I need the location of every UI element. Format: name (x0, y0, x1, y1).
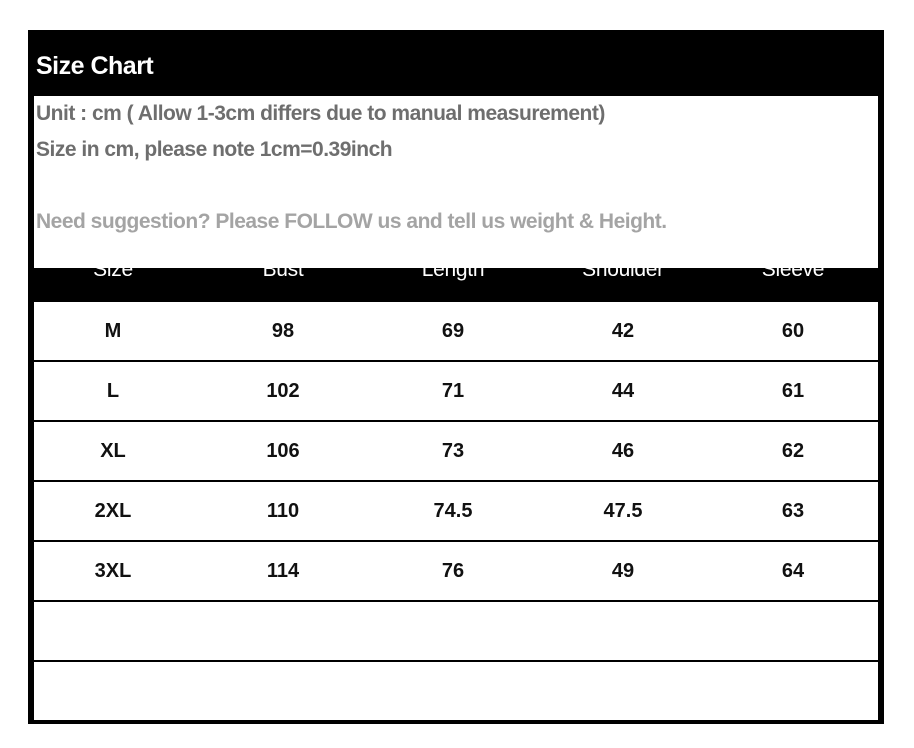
cell-size: L (106, 380, 120, 402)
table-row (34, 482, 878, 540)
cell-length: 73 (441, 440, 465, 462)
cell-size: M (104, 320, 122, 342)
cell-size: 3XL (94, 560, 132, 582)
cell-shoulder: 46 (611, 440, 635, 462)
header-sleeve: Sleeve (761, 258, 825, 281)
cell-sleeve: 62 (781, 440, 805, 462)
cell-sleeve: 61 (781, 380, 805, 402)
conversion-note: Size in cm, please note 1cm=0.39inch (36, 138, 393, 161)
cell-bust: 102 (266, 380, 300, 402)
header-shoulder: Shoulder (582, 258, 664, 281)
cell-length: 76 (441, 560, 465, 582)
cell-bust: 106 (266, 440, 300, 462)
size-chart-frame (28, 30, 884, 724)
table-header-row (28, 238, 884, 302)
cell-sleeve: 63 (781, 500, 805, 522)
cell-length: 74.5 (433, 500, 473, 522)
title-bar (28, 30, 884, 96)
suggestion-note: Need suggestion? Please FOLLOW us and tell us weight & Height. (36, 210, 667, 233)
cell-bust: 110 (266, 500, 300, 522)
cell-bust: 114 (266, 560, 300, 582)
cell-shoulder: 47.5 (603, 500, 643, 522)
header-bust: Bust (262, 258, 304, 281)
cell-shoulder: 44 (611, 380, 635, 402)
cell-shoulder: 42 (611, 320, 635, 342)
cell-sleeve: 64 (781, 560, 805, 582)
cell-size: XL (100, 440, 126, 462)
table-row (34, 422, 878, 480)
cell-sleeve: 60 (781, 320, 805, 342)
table-row (34, 362, 878, 420)
header-size: Size (93, 258, 133, 281)
table-row (34, 542, 878, 600)
table-row-empty (34, 602, 878, 660)
cell-length: 69 (441, 320, 465, 342)
cell-shoulder: 49 (611, 560, 635, 582)
table-row-empty (34, 662, 878, 720)
cell-length: 71 (441, 380, 465, 402)
table-row (34, 302, 878, 360)
cell-size: 2XL (94, 500, 132, 522)
unit-note: Unit : cm ( Allow 1-3cm differs due to manual measurement) (36, 102, 605, 125)
cell-bust: 98 (271, 320, 295, 342)
header-length: Length (421, 258, 485, 281)
size-chart-title: Size Chart (36, 52, 154, 80)
